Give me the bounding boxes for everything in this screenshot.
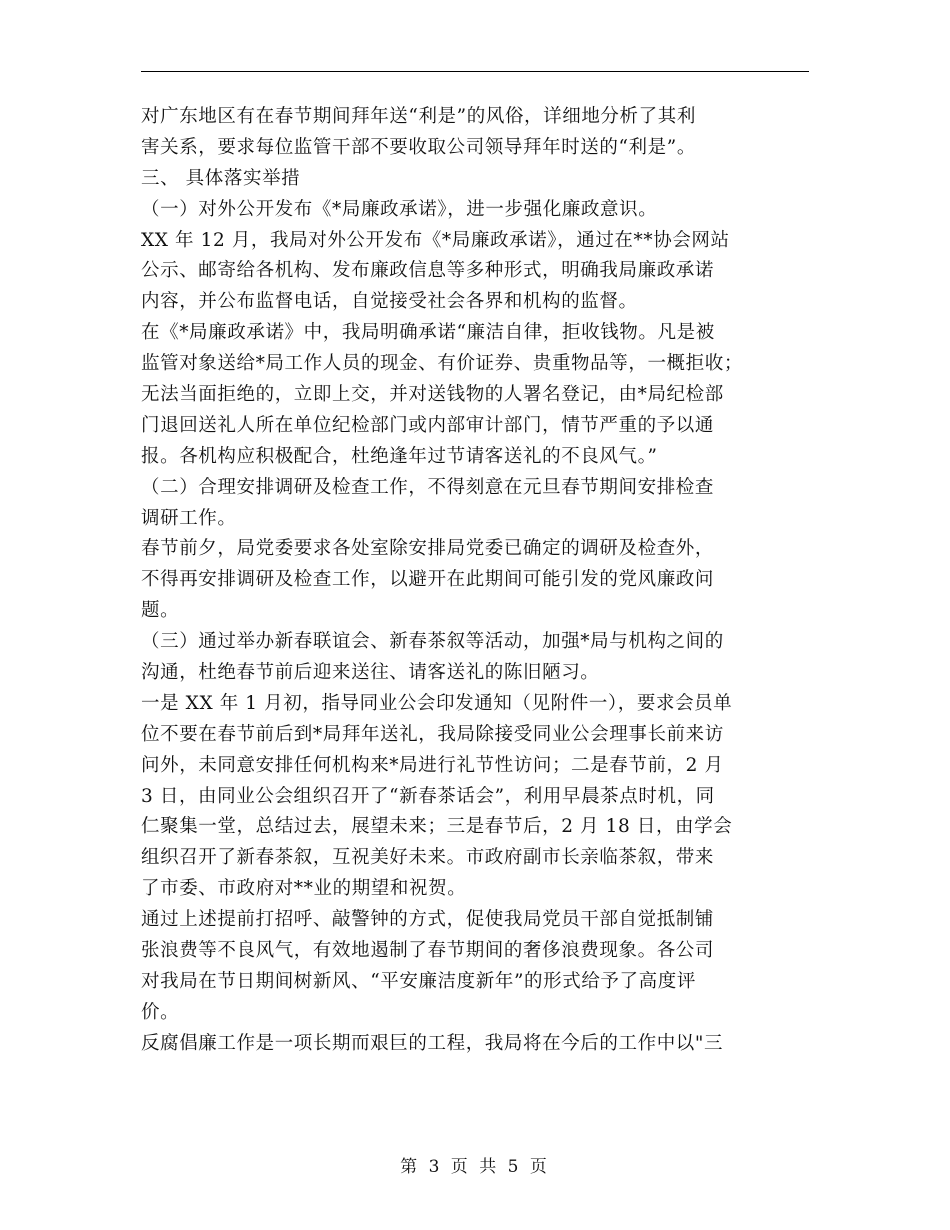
body-line: 在《*局廉政承诺》中，我局明确承诺“廉洁自律，拒收钱物。凡是被	[141, 322, 715, 344]
body-line: 不得再安排调研及检查工作，以避开在此期间可能引发的党风廉政问	[141, 569, 715, 591]
body-line: 反腐倡廉工作是一项长期而艰巨的工程，我局将在今后的工作中以"三	[141, 1032, 724, 1054]
subsection-heading: 沟通，杜绝春节前后迎来送往、请客送礼的陈旧陋习。	[141, 662, 600, 684]
section-heading: 三、 具体落实举措	[141, 167, 301, 189]
body-line: 价。	[141, 1001, 180, 1023]
body-line: 对我局在节日期间树新风、“平安廉洁度新年”的形式给予了高度评	[141, 970, 696, 992]
body-line: XX 年 12 月，我局对外公开发布《*局廉政承诺》，通过在**协会网站	[141, 229, 730, 251]
subsection-heading: 调研工作。	[141, 507, 237, 529]
body-line: 一是 XX 年 1 月初，指导同业公会印发通知（见附件一），要求会员单	[141, 692, 733, 714]
body-line: 位不要在春节前后到*局拜年送礼，我局除接受同业公会理事长前来访	[141, 723, 724, 745]
body-line: 3 日，由同业公会组织召开了“新春茶话会”，利用早晨茶点时机，同	[141, 785, 715, 807]
body-line: 了市委、市政府对**业的期望和祝贺。	[141, 878, 467, 900]
body-line: 通过上述提前打招呼、敲警钟的方式，促使我局党员干部自觉抵制铺	[141, 909, 715, 931]
subsection-heading: （一）对外公开发布《*局廉政承诺》，进一步强化廉政意识。	[141, 198, 658, 220]
header-rule	[141, 71, 809, 72]
body-line: 报。各机构应积极配合，杜绝逢年过节请客送礼的不良风气。”	[141, 445, 658, 467]
body-line: 仁聚集一堂，总结过去，展望未来；三是春节后，2 月 18 日，由学会	[141, 816, 733, 838]
subsection-heading: （三）通过举办新春联谊会、新春茶叙等活动，加强*局与机构之间的	[141, 631, 724, 653]
body-line: 张浪费等不良风气，有效地遏制了春节期间的奢侈浪费现象。各公司	[141, 940, 715, 962]
body-line: 春节前夕，局党委要求各处室除安排局党委已确定的调研及检查外，	[141, 538, 715, 560]
body-line: 题。	[141, 600, 180, 622]
body-line: 监管对象送给*局工作人员的现金、有价证券、贵重物品等，一概拒收；	[141, 353, 743, 375]
body-line: 组织召开了新春茶叙，互祝美好未来。市政府副市长亲临茶叙，带来	[141, 847, 715, 869]
body-line: 内容，并公布监督电话，自觉接受社会各界和机构的监督。	[141, 291, 638, 313]
subsection-heading: （二）合理安排调研及检查工作，不得刻意在元旦春节期间安排检查	[141, 476, 715, 498]
body-line: 对广东地区有在春节期间拜年送“利是”的风俗，详细地分析了其利	[141, 106, 696, 127]
body-line: 问外，未同意安排任何机构来*局进行礼节性访问；二是春节前，2 月	[141, 754, 724, 776]
body-line: 无法当面拒绝的，立即上交，并对送钱物的人署名登记，由*局纪检部	[141, 384, 724, 406]
document-body	[141, 102, 809, 1060]
body-line: 公示、邮寄给各机构、发布廉政信息等多种形式，明确我局廉政承诺	[141, 260, 715, 282]
page-number-footer: 第 3 页 共 5 页	[400, 1157, 550, 1177]
body-line: 害关系，要求每位监管干部不要收取公司领导拜年时送的“利是”。	[141, 136, 696, 158]
body-line: 门退回送礼人所在单位纪检部门或内部审计部门，情节严重的予以通	[141, 414, 715, 436]
